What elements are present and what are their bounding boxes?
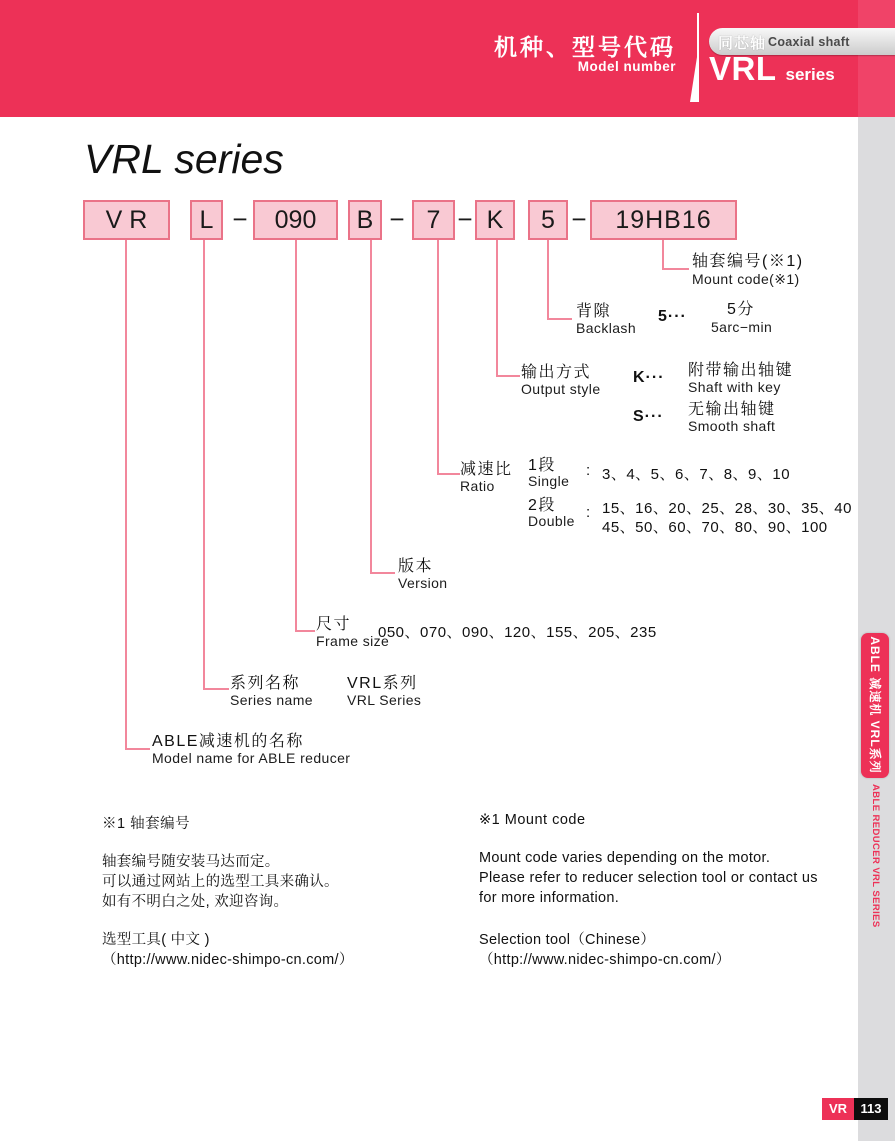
banner-side-strip [858,0,895,117]
ratio-double-zh: 2段 [528,497,556,514]
model-name-label-en: Model name for ABLE reducer [152,750,351,766]
footer-page-number: 113 [854,1098,888,1120]
version-label-en: Version [398,575,448,591]
ratio-double-en: Double [528,513,575,529]
model-box-19hb16: 19HB16 [590,200,737,240]
note-body-line: 如有不明白之处, 欢迎咨询。 [102,894,289,910]
connector-line [370,240,395,574]
output-style-s-en: Smooth shaft [688,418,776,434]
connector-line [547,240,572,320]
model-dash: − [457,204,473,234]
ratio-single-values: 3、4、5、6、7、8、9、10 [602,466,791,483]
page-title-en: Model number [577,59,676,74]
output-style-k-zh: 附带输出轴键 [688,362,794,379]
backlash-value-en: 5arc−min [711,319,773,335]
output-style-code-s: S··· [633,408,664,425]
connector-line [437,240,460,475]
frame-size-label-zh: 尺寸 [316,616,352,633]
backlash-label-en: Backlash [576,320,637,336]
ratio-double-values-1: 15、16、20、25、28、30、35、40 [602,500,852,517]
model-box-7: 7 [412,200,455,240]
side-rail [858,117,895,1141]
ratio-double-values-2: 45、50、60、70、80、90、100 [602,519,828,536]
page-title-zh: 机种、型号代码 [494,34,676,60]
connector-line [295,240,315,632]
divider-line [697,13,699,102]
model-box-b: B [348,200,382,240]
header-banner [0,0,895,117]
series-name-label-en: Series name [230,692,313,708]
connector-line [203,240,229,690]
selection-tool-label-en: Selection tool（Chinese） [479,932,656,948]
series-banner-suffix: series [785,65,835,84]
model-dash: − [232,204,248,234]
note-heading-en: ※1 Mount code [479,812,586,828]
model-box-k: K [475,200,515,240]
coaxial-label-zh: 同芯轴 [718,35,767,52]
selection-tool-url-en: （http://www.nidec-shimpo-cn.com/） [479,952,731,968]
model-box-5: 5 [528,200,568,240]
sidebar-series-label: ABLE REDUCER VRL SERIES [870,784,881,928]
note-body-line: Mount code varies depending on the motor. [479,850,771,866]
ratio-single-en: Single [528,473,570,489]
output-style-code-k: K··· [633,369,665,386]
series-banner-name: VRL [709,50,777,87]
footer-chapter-badge: VR [822,1098,854,1120]
note-body-line: 可以通过网站上的选型工具来确认。 [102,874,339,890]
ratio-colon: : [586,504,591,521]
ratio-label-zh: 减速比 [460,461,513,478]
series-name-value-zh: VRL系列 [347,675,418,692]
output-style-s-zh: 无输出轴键 [688,401,776,418]
selection-tool-url-zh: （http://www.nidec-shimpo-cn.com/） [102,952,354,968]
model-box-090: 090 [253,200,338,240]
backlash-value-zh: 5分 [727,301,755,318]
note-body-line: Please refer to reducer selection tool or contact us [479,870,818,886]
note-body-line: for more information. [479,890,620,906]
note-heading-zh: ※1 轴套编号 [102,816,191,832]
frame-size-label-en: Frame size [316,633,390,649]
coaxial-label-en: Coaxial shaft [768,35,850,49]
series-name-value-en: VRL Series [347,692,422,708]
ratio-label-en: Ratio [460,478,495,494]
note-body-line: 轴套编号随安装马达而定。 [102,854,280,870]
sidebar-tab-label: ABLE 减速机 VRL系列 [868,636,882,774]
document-title: VRL series [84,136,284,182]
model-dash: − [389,204,405,234]
connector-line [125,240,150,750]
model-dash: − [571,204,587,234]
output-style-label-en: Output style [521,381,601,397]
connector-line [662,240,689,270]
version-label-zh: 版本 [398,558,434,575]
mount-code-label-zh: 轴套编号(※1) [692,253,804,270]
ratio-colon: : [586,462,591,479]
divider-wedge-icon [690,57,697,102]
model-box-l: L [190,200,223,240]
model-name-label-zh: ABLE减速机的名称 [152,733,304,750]
series-banner-title [709,50,835,88]
mount-code-label-en: Mount code(※1) [692,271,800,287]
selection-tool-label-zh: 选型工具( 中文 ) [102,932,210,948]
backlash-code: 5··· [658,308,687,325]
backlash-label-zh: 背隙 [576,303,612,320]
connector-line [496,240,520,377]
output-style-k-en: Shaft with key [688,379,781,395]
series-name-label-zh: 系列名称 [230,675,301,692]
model-box-vr: V R [83,200,170,240]
ratio-single-zh: 1段 [528,457,556,474]
output-style-label-zh: 输出方式 [521,364,592,381]
frame-size-values: 050、070、090、120、155、205、235 [378,624,657,641]
